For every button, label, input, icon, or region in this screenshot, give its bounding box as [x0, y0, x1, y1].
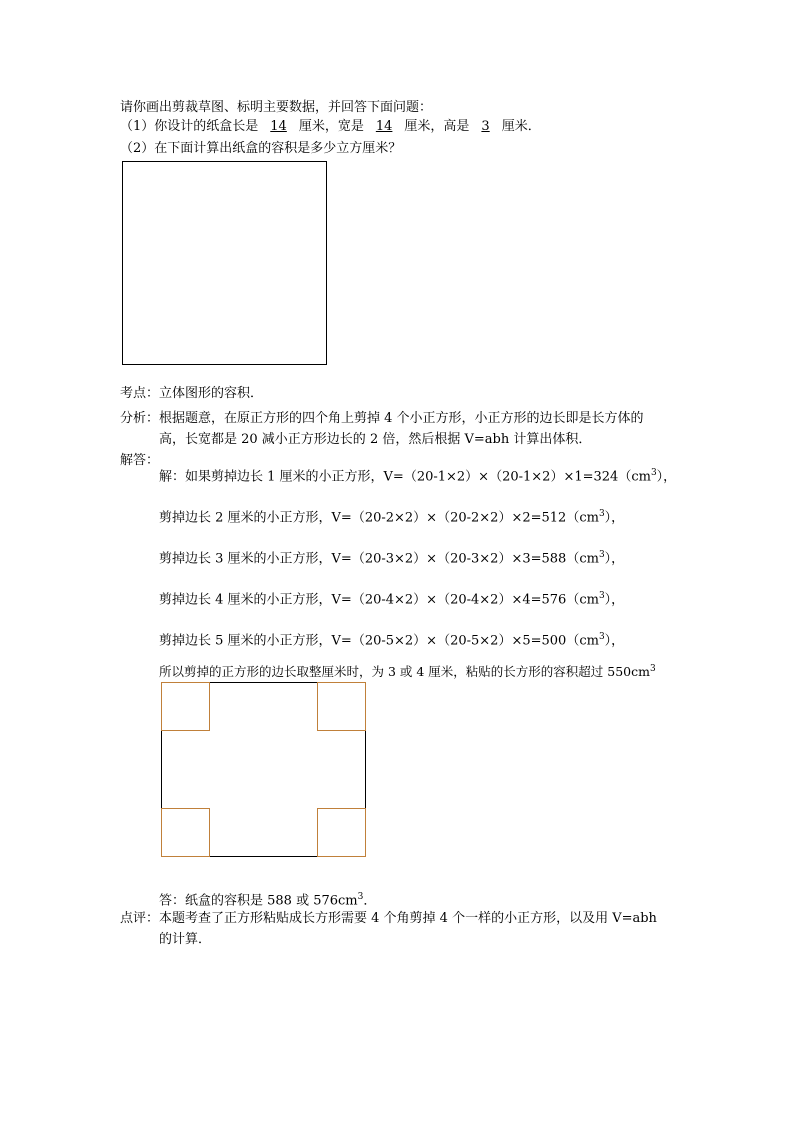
step-3-sup: 3 — [598, 550, 605, 560]
q1-prefix: （1）你设计的纸盒长是 — [120, 119, 259, 134]
corner-square-top-right — [318, 683, 366, 731]
question-intro: 请你画出剪裁草图、标明主要数据，并回答下面问题： — [120, 100, 433, 115]
answer-box — [122, 161, 327, 365]
conclusion-sup: 3 — [650, 664, 656, 674]
dianping-label: 点评： — [120, 911, 160, 926]
cut-diagram — [160, 681, 367, 858]
answer-tail: ． — [363, 893, 377, 909]
corner-square-bottom-right — [318, 809, 366, 857]
q1-length-blank: 14 — [270, 119, 287, 134]
fenxi-line1: 根据题意，在原正方形的四个角上剪掉 4 个小正方形，小正方形的边长即是长方体的 — [159, 411, 644, 426]
q1-width-blank: 14 — [375, 119, 393, 134]
step-1-tail: ）， — [656, 469, 677, 485]
answer-line — [159, 888, 376, 910]
question-2: （2）在下面计算出纸盒的容积是多少立方厘米？ — [120, 141, 402, 156]
step-4-text: 剪掉边长 4 厘米的小正方形，V=（20-4×2）×（20-4×2）×4=576（cm — [159, 592, 599, 608]
step-4-tail: ）， — [604, 592, 625, 608]
question-1 — [120, 118, 541, 136]
step-2-text: 剪掉边长 2 厘米的小正方形，V=（20-2×2）×（20-2×2）×2=512（cm — [159, 510, 599, 526]
jieda-label: 解答： — [120, 453, 160, 468]
kaodian-text: 立体图形的容积． — [159, 386, 264, 401]
step-1-sup: 3 — [650, 468, 657, 478]
fenxi-line2: 高，长宽都是 20 减小正方形边长的 2 倍，然后根据 V=abh 计算出体积． — [159, 432, 592, 447]
step-2 — [159, 505, 624, 527]
step-1 — [159, 464, 676, 486]
step-5-text: 剪掉边长 5 厘米的小正方形，V=（20-5×2）×（20-5×2）×5=500（cm — [159, 633, 599, 649]
answer-text: 答：纸盒的容积是 588 或 576cm — [159, 893, 358, 909]
corner-square-top-left — [162, 683, 210, 731]
dianping-line1: 本题考查了正方形粘贴成长方形需要 4 个角剪掉 4 个一样的小正方形，以及用 V=abh — [159, 911, 657, 926]
dianping-line2: 的计算． — [159, 932, 212, 947]
step-3 — [159, 546, 624, 568]
step-2-sup: 3 — [598, 509, 605, 519]
step-5 — [159, 628, 624, 650]
step-2-tail: ）， — [604, 510, 625, 526]
q1-mid2: 厘米，高是 — [404, 119, 470, 134]
conclusion-text: 所以剪掉的正方形的边长取整厘米时，为 3 或 4 厘米，粘贴的长方形的容积超过 550cm — [159, 664, 650, 680]
answer-sup: 3 — [357, 892, 364, 902]
conclusion — [159, 660, 656, 681]
kaodian-label: 考点： — [120, 386, 160, 401]
step-5-tail: ）， — [604, 633, 625, 649]
corner-square-bottom-left — [162, 809, 210, 857]
step-4-sup: 3 — [598, 591, 605, 601]
step-5-sup: 3 — [598, 632, 605, 642]
step-3-tail: ）， — [604, 551, 625, 567]
q1-height-blank: 3 — [481, 119, 490, 134]
q1-suffix: 厘米． — [501, 119, 541, 134]
step-1-text: 解：如果剪掉边长 1 厘米的小正方形，V=（20-1×2）×（20-1×2）×1=324（cm — [159, 469, 651, 485]
step-3-text: 剪掉边长 3 厘米的小正方形，V=（20-3×2）×（20-3×2）×3=588（cm — [159, 551, 599, 567]
q1-mid1: 厘米，宽是 — [298, 119, 364, 134]
fenxi-label: 分析： — [120, 411, 160, 426]
step-4 — [159, 587, 624, 609]
